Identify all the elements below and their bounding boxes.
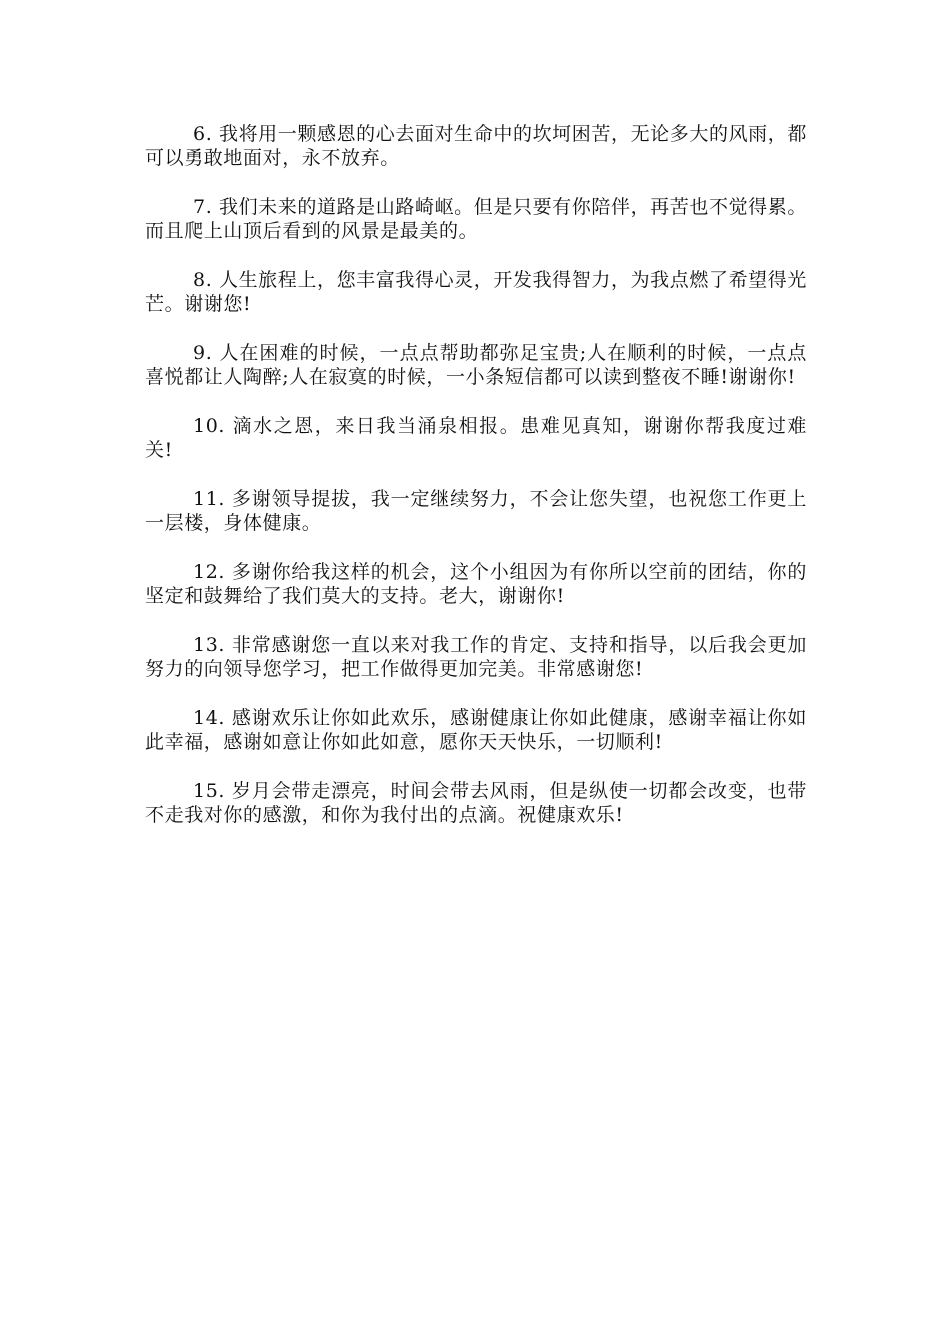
paragraph-14: 14. 感谢欢乐让你如此欢乐，感谢健康让你如此健康，感谢幸福让你如此幸福，感谢如意让你如此如意，愿你天天快乐，一切顺利! [145, 707, 807, 753]
paragraph-13: 13. 非常感谢您一直以来对我工作的肯定、支持和指导，以后我会更加努力的向领导您学习，把工作做得更加完美。非常感谢您! [145, 634, 807, 680]
paragraph-10: 10. 滴水之恩，来日我当涌泉相报。患难见真知，谢谢你帮我度过难关! [145, 415, 807, 461]
paragraph-12: 12. 多谢你给我这样的机会，这个小组因为有你所以空前的团结，你的坚定和鼓舞给了我们莫大的支持。老大，谢谢你! [145, 561, 807, 607]
document-body [145, 122, 807, 852]
paragraph-6: 6. 我将用一颗感恩的心去面对生命中的坎坷困苦，无论多大的风雨，都可以勇敢地面对，永不放弃。 [145, 123, 807, 169]
paragraph-7: 7. 我们未来的道路是山路崎岖。但是只要有你陪伴，再苦也不觉得累。而且爬上山顶后看到的风景是最美的。 [145, 196, 807, 242]
paragraph-8: 8. 人生旅程上，您丰富我得心灵，开发我得智力，为我点燃了希望得光芒。谢谢您! [145, 269, 807, 315]
paragraph-15: 15. 岁月会带走漂亮，时间会带去风雨，但是纵使一切都会改变，也带不走我对你的感激，和你为我付出的点滴。祝健康欢乐! [145, 780, 807, 826]
paragraph-9: 9. 人在困难的时候，一点点帮助都弥足宝贵;人在顺利的时候，一点点喜悦都让人陶醉;人在寂寞的时候，一小条短信都可以读到整夜不睡!谢谢你! [145, 342, 807, 388]
paragraph-11: 11. 多谢领导提拔，我一定继续努力，不会让您失望，也祝您工作更上一层楼，身体健康。 [145, 488, 807, 534]
